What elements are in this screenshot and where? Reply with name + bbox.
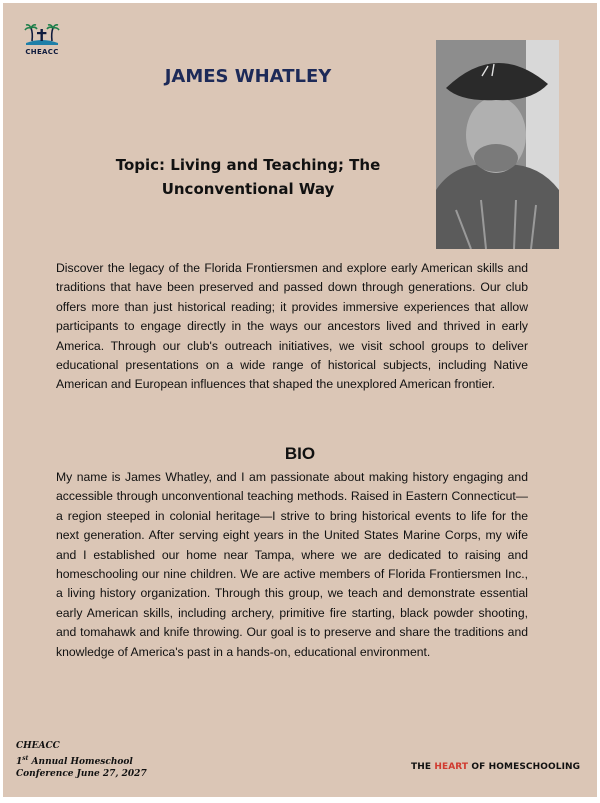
speaker-portrait-icon	[436, 40, 559, 249]
ordinal-number: 1	[16, 756, 23, 767]
tagline-part1: THE	[411, 762, 435, 772]
logo-text: CHEACC	[25, 48, 59, 56]
tagline-part2: OF HOMESCHOOLING	[468, 762, 581, 772]
conference-info	[16, 740, 147, 781]
event-name: Annual Homeschool	[28, 756, 133, 767]
speaker-page	[3, 3, 597, 797]
speaker-topic: Topic: Living and Teaching; The Unconventional Way	[115, 156, 381, 198]
tagline-accent: HEART	[434, 762, 469, 772]
ordinal-suffix: st	[22, 754, 29, 762]
cheacc-logo	[23, 23, 61, 56]
speaker-name: JAMES WHATLEY	[164, 66, 332, 87]
bio-heading: BIO	[284, 444, 316, 463]
conference-org: CHEACC	[16, 741, 60, 751]
speaker-photo	[436, 40, 559, 249]
bio-paragraph: My name is James Whatley, and I am passionate about making history engaging and accessible through unconventional teaching methods. Raised in Eastern Connecticut—a region steeped in colonial heritage—I strive to bring historical events to life for the next generation. After serving eight years in the United States Marine Corps, my wife and I established our home near Tampa, where we are dedicated to raising and homeschooling our nine children. We are active members of Florida Frontiersmen Inc., a living history organization. Through this group, we teach and demonstrate essential early American skills, including archery, primitive fire starting, black powder shooting, and tomahawk and knife throwing. Our goal is to preserve and share the traditions and knowledge of America's past in a hands-on, educational environment.	[56, 470, 528, 659]
tagline	[411, 762, 580, 772]
intro-paragraph: Discover the legacy of the Florida Frontiersmen and explore early American skills and traditions that have been preserved and passed down through generations. Our club offers more than just historical reading; it provides immersive experiences that allow participants to engage directly in the ways our ancestors lived and thrived in early America. Through our club's outreach initiatives, we visit school groups to deliver educational presentations on a wide range of historical subjects, including Native American and European influences that shaped the unexplored American frontier.	[56, 261, 528, 392]
conference-date: Conference June 27, 2027	[16, 769, 147, 779]
conference-event	[16, 753, 147, 769]
palm-tree-cross-icon	[24, 23, 60, 47]
